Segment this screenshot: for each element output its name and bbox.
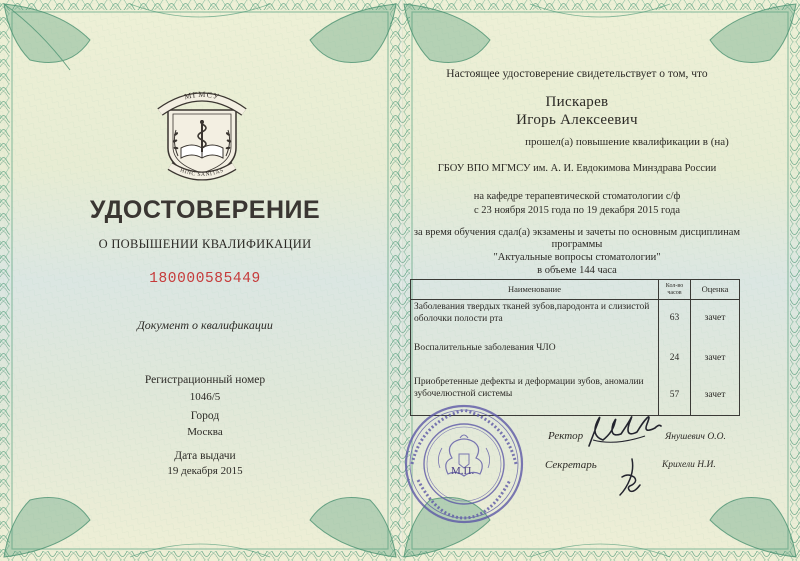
discipline-grade: зачет [691, 300, 740, 336]
header-grade: Оценка [691, 280, 740, 300]
program-name: "Актуальные вопросы стоматологии" [493, 252, 661, 263]
discipline-name-line1: Приобретенные дефекты и деформации зубов, аномалии [414, 377, 644, 387]
discipline-hours: 24 [659, 335, 691, 375]
intro-text: Настоящее удостоверение свидетельствует о том, что [446, 68, 708, 80]
program-volume: в объеме 144 часа [537, 265, 617, 276]
discipline-name-line1: Воспалительные заболевания ЧЛО [414, 343, 556, 353]
table-row [411, 300, 740, 336]
exams-text-line2: программы [551, 239, 603, 250]
department: на кафедре терапевтической стоматологии с/ф [473, 191, 681, 202]
discipline-hours: 57 [659, 375, 691, 416]
discipline-name-line2: зубочелюстной системы [414, 388, 513, 399]
issue-date-label: Дата выдачи [174, 450, 236, 462]
table-row [411, 335, 740, 375]
header-hours-line2: часов [667, 289, 682, 296]
study-period: с 23 ноября 2015 года по 19 декабря 2015 года [473, 205, 681, 216]
document-type: Документ о квалификации [137, 318, 273, 332]
mgmsu-emblem-icon [148, 86, 256, 182]
passed-text: прошел(а) повышение квалификации в (на) [525, 136, 729, 148]
city-label: Город [190, 410, 220, 422]
serial-number: 180000585449 [149, 271, 261, 287]
registration-number: 1046/5 [189, 391, 221, 403]
certificate-subtitle: О ПОВЫШЕНИИ КВАЛИФИКАЦИИ [98, 237, 312, 251]
secretary-signature [610, 455, 646, 499]
discipline-name [411, 335, 659, 375]
institution: ГБОУ ВПО МГМСУ им. А. И. Евдокимова Минздрава России [437, 163, 717, 174]
official-seal-icon [402, 402, 526, 526]
exams-text-line1: за время обучения сдал(а) экзамены и зачеты по основным дисциплинам [413, 227, 741, 238]
stamp-place-label: М.П. [451, 465, 475, 477]
header-hours [659, 280, 691, 300]
secretary-label: Секретарь [545, 459, 597, 471]
discipline-name [411, 300, 659, 336]
header-hours-line1: Кол-во [665, 282, 684, 289]
secretary-name: Крихели Н.И. [662, 460, 716, 470]
table-header-row [411, 280, 740, 300]
discipline-hours: 63 [659, 300, 691, 336]
discipline-name-line2: оболочки полости рта [414, 313, 503, 324]
registration-label: Регистрационный номер [144, 374, 266, 386]
city-value: Москва [187, 426, 223, 438]
certificate-title: УДОСТОВЕРЕНИЕ [89, 196, 321, 224]
emblem-motto: HINC SANITAS [179, 167, 225, 179]
discipline-name-line1: Заболевания твердых тканей зубов,пародонта и слизистой [414, 302, 650, 312]
emblem-top-text: МГМСУ [183, 89, 221, 102]
rector-label: Ректор [548, 430, 584, 442]
header-name: Наименование [411, 280, 659, 300]
rector-name: Янушевич О.О. [665, 432, 726, 442]
discipline-grade: зачет [691, 335, 740, 375]
holder-given-names: Игорь Алексеевич [516, 112, 638, 128]
issue-date-value: 19 декабря 2015 [167, 465, 243, 477]
rector-signature [585, 410, 665, 454]
holder-surname: Пискарев [545, 94, 609, 110]
discipline-grade: зачет [691, 375, 740, 416]
grades-table [410, 279, 740, 416]
